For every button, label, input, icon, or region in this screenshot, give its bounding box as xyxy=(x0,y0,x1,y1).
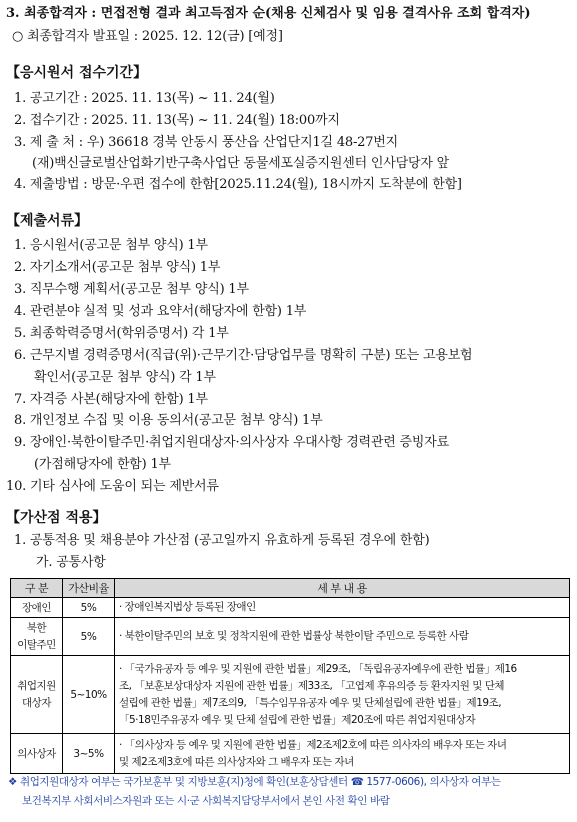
column-header-rate: 가산비율 xyxy=(63,579,115,598)
bonus-section-header: 【가산점 적용】 xyxy=(6,510,107,526)
column-header-category: 구 분 xyxy=(11,579,63,598)
document-item: 확인서(공고문 첨부 양식) 각 1부 xyxy=(34,370,216,385)
row-category: 북한 이탈주민 xyxy=(11,618,63,656)
detail-line: · 「국가유공자 등 예우 및 지원에 관한 법률」제29조, 「독립유공자예우에 관한 법률」제16 xyxy=(119,662,517,675)
row-rate: 5% xyxy=(63,618,115,656)
bonus-table xyxy=(10,578,570,774)
row-rate: 5~10% xyxy=(63,656,115,734)
final-announce-date: ○ 최종합격자 발표일 : 2025. 12. 12(금) [예정] xyxy=(12,29,283,44)
document-item: 1. 응시원서(공고문 첨부 양식) 1부 xyxy=(14,238,208,253)
row-category: 취업지원 대상자 xyxy=(11,656,63,734)
final-stage-title: 3. 최종합격자 : 면접전형 결과 최고득점자 순(채용 신체검사 및 임용 결격사유 조회 합격자) xyxy=(6,6,531,21)
application-item: 2. 접수기간 : 2025. 11. 13(목) ~ 11. 24(월) 18:00까지 xyxy=(14,113,340,128)
application-item: (재)백신글로벌산업화기반구축사업단 동물세포실증지원센터 인사담당자 앞 xyxy=(32,156,449,171)
row-detail xyxy=(115,618,570,656)
application-item: 4. 제출방법 : 방문·우편 접수에 한함[2025.11.24(월), 18시까지 도착분에 한함] xyxy=(14,177,462,192)
document-item: (가점해당자에 한함) 1부 xyxy=(34,457,171,472)
document-item: 3. 직무수행 계획서(공고문 첨부 양식) 1부 xyxy=(14,282,249,297)
document-item: 5. 최종학력증명서(학위증명서) 각 1부 xyxy=(14,326,229,341)
row-category: 장애인 xyxy=(11,598,63,618)
detail-line: 조, 「보훈보상대상자 지원에 관한 법률」제33조, 「고엽제 후유의증 등 환자지원 및 단체 xyxy=(119,679,504,692)
detail-line: 및 제2조제3호에 따른 의사상자와 그 배우자 또는 자녀 xyxy=(119,755,354,768)
document-item: 10. 기타 심사에 도움이 되는 제반서류 xyxy=(6,479,219,494)
row-detail xyxy=(115,598,570,618)
bonus-note: 보건복지부 사회서비스자원과 또는 시·군 사회복지담당부서에서 본인 사전 확인 바람 xyxy=(22,795,390,807)
document-item: 6. 근무지별 경력증명서(직급(위)·근무기간·담당업무를 명확히 구분) 또는 고용보험 xyxy=(14,348,473,363)
detail-line: · 「의사상자 등 예우 및 지원에 관한 법률」제2조제2호에 따른 의사자의 배우자 또는 자녀 xyxy=(119,738,507,751)
document-item: 8. 개인정보 수집 및 이용 동의서(공고문 첨부 양식) 1부 xyxy=(14,413,323,428)
table-row xyxy=(11,618,570,656)
table-header-row xyxy=(11,579,570,598)
documents-section-header: 【제출서류】 xyxy=(6,213,89,229)
row-rate: 3~5% xyxy=(63,734,115,774)
row-detail xyxy=(115,734,570,774)
application-item: 3. 제 출 처 : 우) 36618 경북 안동시 풍산읍 산업단지1길 48-27번지 xyxy=(14,135,399,150)
application-item: 1. 공고기간 : 2025. 11. 13(목) ~ 11. 24(월) xyxy=(14,91,275,106)
row-category: 의사상자 xyxy=(11,734,63,774)
document-item: 4. 관련분야 실적 및 성과 요약서(해당자에 한함) 1부 xyxy=(14,304,307,319)
bonus-item: 1. 공통적용 및 채용분야 가산점 (공고일까지 유효하게 등록된 경우에 한함) xyxy=(14,533,430,548)
document-item: 7. 자격증 사본(해당자에 한함) 1부 xyxy=(14,392,208,407)
detail-line: 「5·18민주유공자 예우 및 단체 설립에 관한 법률」제20조에 따른 취업지원대상자 xyxy=(119,713,476,726)
row-rate: 5% xyxy=(63,598,115,618)
table-row xyxy=(11,656,570,734)
detail-line: · 장애인복지법상 등록된 장애인 xyxy=(119,601,256,613)
document-item: 2. 자기소개서(공고문 첨부 양식) 1부 xyxy=(14,260,221,275)
row-detail xyxy=(115,656,570,734)
column-header-detail: 세 부 내 용 xyxy=(115,579,570,598)
bonus-note: ❖ 취업지원대상자 여부는 국가보훈부 및 지방보훈(지)청에 확인(보훈상담센터 ☎ 1577-0606), 의사상자 여부는 xyxy=(8,776,501,788)
detail-line: · 북한이탈주민의 보호 및 정착지원에 관한 법률상 북한이탈 주민으로 등록한 사람 xyxy=(119,630,469,642)
application-section-header: 【응시원서 접수기간】 xyxy=(6,65,148,81)
detail-line: 설립에 관한 법률」제7조의9, 「특수임무유공자 예우 및 단체설립에 관한 법률」제19조, xyxy=(119,696,502,709)
bonus-subheading: 가. 공통사항 xyxy=(36,555,106,570)
table-row xyxy=(11,734,570,774)
table-row xyxy=(11,598,570,618)
document-item: 9. 장애인·북한이탈주민·취업지원대상자·의사상자 우대사항 경력관련 증빙자료 xyxy=(14,435,449,450)
